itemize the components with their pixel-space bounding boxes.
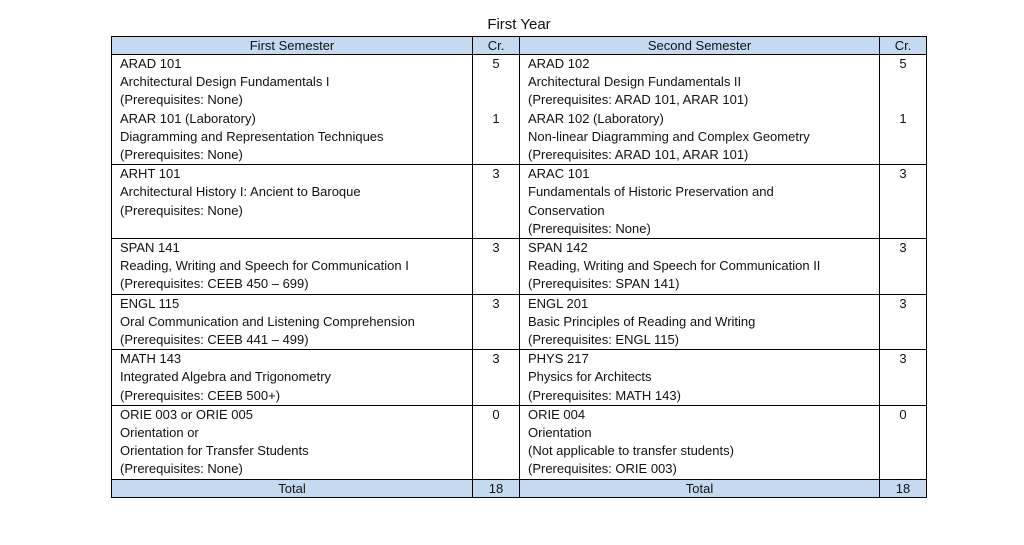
course-code: ORIE 004 [528,406,586,422]
credit-cell [880,350,927,406]
credit-value: 3 [899,351,907,367]
course-code: ARHT 101 [120,166,181,182]
course-prerequisites: (Prerequisites: ARAD 101, ARAR 101) [528,92,749,108]
credit-value: 5 [492,56,500,71]
credit-value: 5 [899,56,907,71]
second-semester-course [520,239,880,295]
table-row [112,165,927,239]
credit-cell [473,405,520,479]
credit-value: 3 [899,166,907,182]
course-prerequisites: (Prerequisites: None) [120,147,243,163]
course-name: Architectural History I: Ancient to Baroque [120,184,361,200]
credit-value: 1 [492,110,500,126]
curriculum-table [111,36,927,498]
course-name-continued: (Not applicable to transfer students) [528,443,734,459]
first-semester-header: First Semester [112,37,473,55]
course-name: Architectural Design Fundamentals I [120,74,330,90]
credit-value: 3 [492,351,500,367]
credit-value: 0 [899,406,907,422]
table-row [112,55,927,165]
course-code: ARAR 102 (Laboratory) [528,110,664,126]
course-name: Orientation [528,425,592,441]
course-prerequisites: (Prerequisites: None) [120,202,243,218]
first-semester-course [112,55,473,165]
first-semester-course [112,165,473,239]
second-semester-course [520,165,880,239]
credit-value: 0 [492,406,500,422]
credit-cell [880,294,927,350]
credit-cell [880,165,927,239]
course-name: Integrated Algebra and Trigonometry [120,369,332,385]
credit-cell [473,350,520,406]
course-code: ENGL 115 [120,295,180,311]
course-code: SPAN 141 [120,240,180,256]
credit-value: 1 [899,110,907,126]
course-prerequisites: (Prerequisites: None) [120,92,243,108]
credits-header: Cr. [473,37,520,55]
credit-value: 3 [492,166,500,182]
course-prerequisites: (Prerequisites: ENGL 115) [528,332,680,348]
course-name: Basic Principles of Reading and Writing [528,313,756,329]
table-row [112,294,927,350]
course-prerequisites: (Prerequisites: CEEB 500+) [120,387,281,403]
course-prerequisites: (Prerequisites: SPAN 141) [528,276,680,292]
second-semester-course [520,294,880,350]
total-row [112,479,927,497]
table-row [112,405,927,479]
second-semester-course [520,55,880,165]
course-name-continued: Conservation [528,202,605,218]
course-name: Architectural Design Fundamentals II [528,74,742,90]
second-semester-course [520,350,880,406]
first-semester-course [112,405,473,479]
second-semester-course [520,405,880,479]
course-name-continued: Orientation for Transfer Students [120,443,309,459]
course-name: Diagramming and Representation Techniques [120,128,384,144]
course-code: PHYS 217 [528,351,589,367]
first-semester-course [112,239,473,295]
credit-cell [880,239,927,295]
course-prerequisites: (Prerequisites: MATH 143) [528,387,681,403]
course-code: ARAR 101 (Laboratory) [120,110,256,126]
second-semester-total-label: Total [520,479,880,497]
credit-cell [473,294,520,350]
course-code: ARAC 101 [528,166,590,182]
credit-cell [880,55,927,165]
course-code: ARAD 101 [120,56,182,71]
credit-value: 3 [899,295,907,311]
course-prerequisites: (Prerequisites: ORIE 003) [528,461,677,477]
course-code: ARAD 102 [528,56,590,71]
second-semester-total-credits: 18 [880,479,927,497]
course-prerequisites: (Prerequisites: CEEB 450 – 699) [120,276,309,292]
credit-cell [880,405,927,479]
credit-cell [473,239,520,295]
course-prerequisites: (Prerequisites: None) [528,220,651,236]
course-name: Orientation or [120,425,199,441]
course-prerequisites: (Prerequisites: CEEB 441 – 499) [120,332,309,348]
course-name: Non-linear Diagramming and Complex Geometry [528,128,810,144]
table-row [112,350,927,406]
course-prerequisites: (Prerequisites: None) [120,461,243,477]
first-semester-course [112,350,473,406]
course-name: Physics for Architects [528,369,652,385]
course-name: Fundamentals of Historic Preservation and [528,184,774,200]
course-name: Reading, Writing and Speech for Communication II [528,258,821,274]
course-code: ORIE 003 or ORIE 005 [120,406,253,422]
credit-value: 3 [492,240,500,256]
credits-header: Cr. [880,37,927,55]
credit-value: 3 [492,295,500,311]
course-code: MATH 143 [120,351,182,367]
credit-cell [473,55,520,165]
page-title: First Year [487,16,551,33]
course-prerequisites: (Prerequisites: ARAD 101, ARAR 101) [528,147,749,163]
header-row [112,37,927,55]
first-semester-total-credits: 18 [473,479,520,497]
course-name: Oral Communication and Listening Comprehension [120,313,415,329]
first-semester-total-label: Total [112,479,473,497]
course-code: ENGL 201 [528,295,589,311]
second-semester-header: Second Semester [520,37,880,55]
credit-cell [473,165,520,239]
first-semester-course [112,294,473,350]
table-row [112,239,927,295]
course-name: Reading, Writing and Speech for Communication I [120,258,409,274]
credit-value: 3 [899,240,907,256]
course-code: SPAN 142 [528,240,588,256]
